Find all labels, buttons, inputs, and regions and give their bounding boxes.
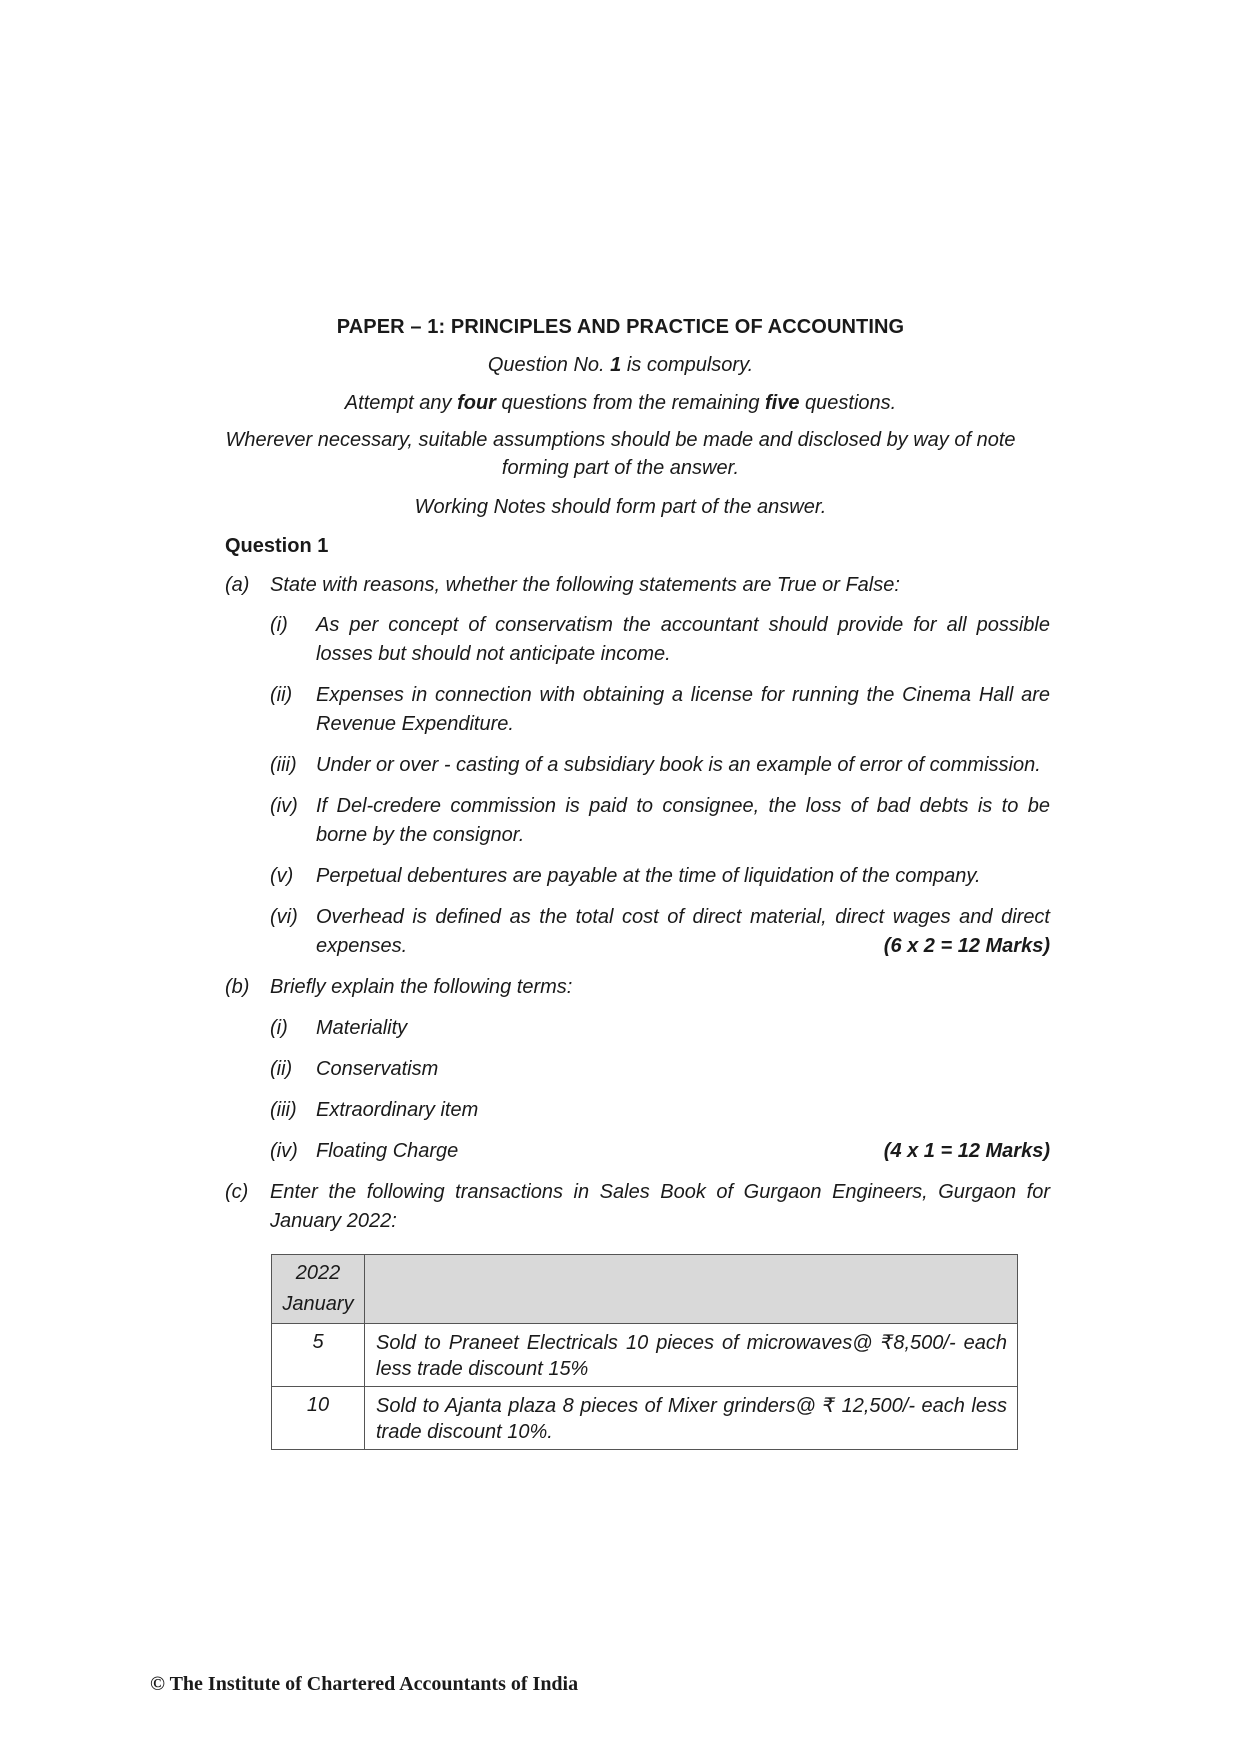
question-heading: Question 1 [225, 535, 329, 557]
item-text: If Del-credere commission is paid to consignee, the loss of bad debts is to be borne by the consignor. [316, 795, 1050, 846]
part-b-label: (b) [225, 976, 250, 998]
sales-transactions-table [271, 1254, 1018, 1450]
row-date: 5 [272, 1324, 365, 1387]
item-label: (iv) [270, 795, 298, 817]
instruction-attempt [0, 389, 1241, 417]
part-b-text: Briefly explain the following terms: [270, 976, 573, 998]
table-header-date [272, 1255, 365, 1324]
row-particulars: Sold to Praneet Electricals 10 pieces of microwaves@ ₹8,500/- each less trade discount 15% [365, 1324, 1018, 1387]
item-label: (i) [270, 1017, 288, 1039]
part-c-text: Enter the following transactions in Sales Book of Gurgaon Engineers, Gurgaon for January 2022: [270, 1181, 1050, 1232]
item-text: Perpetual debentures are payable at the time of liquidation of the company. [316, 865, 981, 887]
item-text: Extraordinary item [316, 1099, 479, 1121]
instr-emph: 1 [610, 354, 622, 376]
part-a-marks: (6 x 2 = 12 Marks) [883, 935, 1050, 957]
item-label: (i) [270, 614, 288, 636]
instr-text: Attempt any [344, 392, 458, 414]
item-label: (iii) [270, 1099, 297, 1121]
item-label: (vi) [270, 906, 298, 928]
part-c-label: (c) [225, 1181, 249, 1203]
item-label: (v) [270, 865, 294, 887]
paper-title: PAPER – 1: PRINCIPLES AND PRACTICE OF ACCOUNTING [336, 316, 905, 338]
instr-emph: five [765, 392, 800, 414]
instr-emph: four [457, 392, 496, 414]
instr-text: questions. [799, 392, 897, 414]
instruction-compulsory [0, 351, 1241, 379]
part-a-text: State with reasons, whether the following statements are True or False: [270, 574, 900, 596]
table-row [272, 1387, 1018, 1450]
table-header-row [272, 1255, 1018, 1324]
item-text: Conservatism [316, 1058, 439, 1080]
instr-text: questions from the remaining [495, 392, 765, 414]
item-text: Floating Charge [316, 1140, 459, 1162]
instr-line: Wherever necessary, suitable assumptions should be made and disclosed by way of note [225, 429, 1016, 451]
instr-text: Question No. [487, 354, 611, 376]
item-text: As per concept of conservatism the accountant should provide for all possible losses but should not anticipate income. [316, 614, 1050, 665]
item-label: (iv) [270, 1140, 298, 1162]
part-a-label: (a) [225, 574, 250, 596]
item-text: Materiality [316, 1017, 408, 1039]
row-particulars: Sold to Ajanta plaza 8 pieces of Mixer grinders@ ₹ 12,500/- each less trade discount 10%. [365, 1387, 1018, 1450]
instr-line: forming part of the answer. [501, 457, 740, 479]
table-header-particulars [365, 1255, 1018, 1324]
item-label: (ii) [270, 684, 293, 706]
part-b-marks: (4 x 1 = 12 Marks) [883, 1140, 1050, 1162]
item-label: (ii) [270, 1058, 293, 1080]
row-date: 10 [272, 1387, 365, 1450]
header-month: January [282, 1293, 354, 1315]
item-label: (iii) [270, 754, 297, 776]
instruction-working-notes: Working Notes should form part of the answer. [414, 496, 827, 518]
item-text: Under or over - casting of a subsidiary book is an example of error of commission. [316, 754, 1041, 776]
instruction-assumptions [0, 426, 1241, 482]
instr-text: is compulsory. [621, 354, 754, 376]
table-row [272, 1324, 1018, 1387]
header-year: 2022 [295, 1262, 341, 1284]
item-text: Expenses in connection with obtaining a license for running the Cinema Hall are Revenue Expenditure. [316, 684, 1050, 735]
item-text: Overhead is defined as the total cost of direct material, direct wages and direct expenses. [316, 906, 1050, 957]
copyright-footer: © The Institute of Chartered Accountants of India [150, 1673, 579, 1695]
